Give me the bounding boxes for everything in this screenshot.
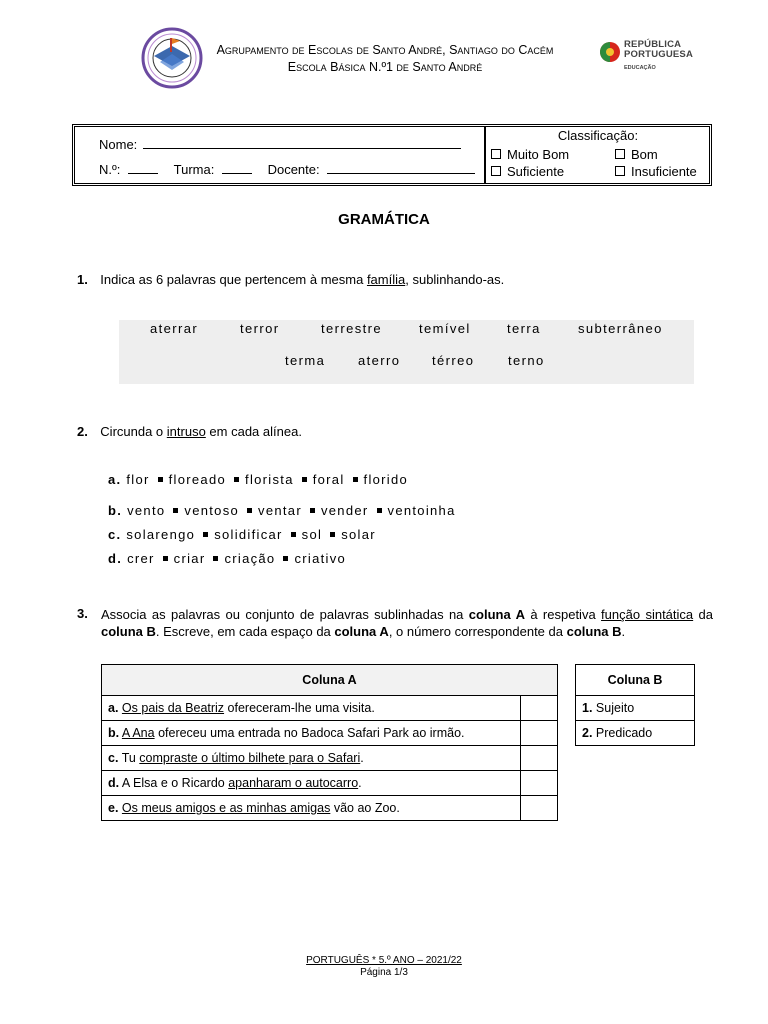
coluna-b-header: Coluna B [576,665,695,696]
question-1 [77,271,504,289]
bullet-icon [310,508,315,513]
table-row [102,746,558,771]
school-line-2: Escola Básica N.º1 de Santo André [287,60,483,74]
student-id-box [72,124,712,186]
bullet-icon [291,532,296,537]
numero-label: N.º: [99,162,121,177]
option-word[interactable]: solarengo [126,527,196,542]
docente-field[interactable] [327,161,475,174]
option-word[interactable]: vento [127,503,166,518]
page-footer [0,955,768,979]
item-c: c. solarengo solidificar sol solar [108,527,376,542]
item-b: b. vento ventoso ventar vender ventoinha [108,503,456,518]
gov-line-2: PORTUGUESA [624,49,694,60]
coluna-a-header: Coluna A [102,665,558,696]
gov-line-1: REPÚBLICA [624,39,682,50]
answer-cell[interactable] [521,746,558,771]
question-text: Indica as 6 palavras que pertencem à mesma família, sublinhando-as. [100,272,505,287]
republica-portuguesa-logo [598,38,698,74]
bullet-icon [173,508,178,513]
word-item[interactable]: subterrâneo [578,321,663,336]
word-bank [119,320,694,384]
row-text: 2. Predicado [576,721,695,746]
table-header-row [576,665,695,696]
row-text: d. A Elsa e o Ricardo apanharam o autocarro. [102,771,521,796]
turma-label: Turma: [173,162,215,177]
option-word[interactable]: ventar [258,503,302,518]
bullet-icon [377,508,382,513]
option-suficiente[interactable]: Suficiente [491,164,564,179]
row-text: c. Tu compraste o último bilhete para o Safari. [102,746,521,771]
question-3 [77,606,713,640]
answer-cell[interactable] [521,771,558,796]
word-item[interactable]: aterro [358,353,401,368]
bullet-icon [247,508,252,513]
page-title: GRAMÁTICA [338,211,430,228]
question-number: 3. [77,606,88,621]
footer-page-number: Página 1/3 [360,967,408,978]
option-word[interactable]: vender [320,503,369,518]
bullet-icon [234,477,239,482]
gov-title [624,40,693,60]
question-text: Circunda o intruso em cada alínea. [100,424,302,439]
option-word[interactable]: ventoinha [387,503,456,518]
table-row [576,696,695,721]
word-item[interactable]: terra [507,321,541,336]
item-a: a. flor floreado florista foral florido [108,472,409,487]
nome-field[interactable] [143,136,461,149]
school-name [210,42,560,76]
numero-field[interactable] [128,161,158,174]
numero-row [99,161,475,177]
bullet-icon [163,556,168,561]
flag-emblem-icon [598,40,622,64]
option-word[interactable]: ventoso [184,503,240,518]
question-text: Associa as palavras ou conjunto de palavras sublinhadas na coluna A à respetiva função sintática da coluna B. Escreve, em cada espaço da coluna A, o número correspondente da coluna B. [101,607,713,639]
answer-cell[interactable] [521,796,558,821]
table-row [102,696,558,721]
option-muito-bom[interactable]: Muito Bom [491,147,569,162]
row-text: a. Os pais da Beatriz ofereceram-lhe uma visita. [102,696,521,721]
table-row [576,721,695,746]
word-item[interactable]: terror [240,321,280,336]
answer-cell[interactable] [521,721,558,746]
question-number: 1. [77,272,88,287]
nome-label: Nome: [99,137,138,152]
answer-cell[interactable] [521,696,558,721]
option-insuficiente[interactable]: Insuficiente [615,164,697,179]
bullet-icon [283,556,288,561]
gov-line-3: EDUCAÇÃO [624,65,656,71]
table-header-row [102,665,558,696]
nome-row [99,136,461,152]
word-item[interactable]: térreo [432,353,475,368]
option-word[interactable]: criação [224,551,276,566]
coluna-a-table [101,664,558,821]
word-item[interactable]: terrestre [321,321,383,336]
option-word[interactable]: solar [341,527,376,542]
checkbox-icon[interactable] [491,166,501,176]
word-item[interactable]: terno [508,353,545,368]
school-line-1: Agrupamento de Escolas de Santo André, Santiago do Cacém [216,43,554,57]
checkbox-icon[interactable] [491,149,501,159]
option-word[interactable]: foral [312,472,345,487]
bullet-icon [302,477,307,482]
option-word[interactable]: florido [363,472,409,487]
table-row [102,796,558,821]
turma-field[interactable] [222,161,252,174]
option-word[interactable]: florista [245,472,294,487]
bullet-icon [213,556,218,561]
bullet-icon [353,477,358,482]
table-row [102,721,558,746]
option-word[interactable]: sol [301,527,323,542]
checkbox-icon[interactable] [615,149,625,159]
classificacao-label: Classificação: [557,128,639,143]
word-item[interactable]: temível [419,321,471,336]
word-item[interactable]: terma [285,353,326,368]
checkbox-icon[interactable] [615,166,625,176]
word-item[interactable]: aterrar [150,321,199,336]
row-text: e. Os meus amigos e as minhas amigas vão ao Zoo. [102,796,521,821]
table-row [102,771,558,796]
bullet-icon [158,477,163,482]
footer-course: PORTUGUÊS * 5.º ANO – 2021/22 [306,955,462,966]
option-word[interactable]: solidificar [214,527,283,542]
item-d: d. crer criar criação criativo [108,551,347,566]
row-text: 1. Sujeito [576,696,695,721]
option-bom[interactable]: Bom [615,147,658,162]
bullet-icon [203,532,208,537]
option-word[interactable]: criativo [294,551,347,566]
school-logo [140,26,204,90]
docente-label: Docente: [267,162,320,177]
option-word[interactable]: flor [126,472,150,487]
option-word[interactable]: crer [127,551,155,566]
row-text: b. A Ana ofereceu uma entrada no Badoca Safari Park ao irmão. [102,721,521,746]
question-number: 2. [77,424,88,439]
question-2 [77,423,302,441]
coluna-b-table [575,664,695,746]
bullet-icon [330,532,335,537]
option-word[interactable]: criar [173,551,206,566]
option-word[interactable]: floreado [168,472,227,487]
